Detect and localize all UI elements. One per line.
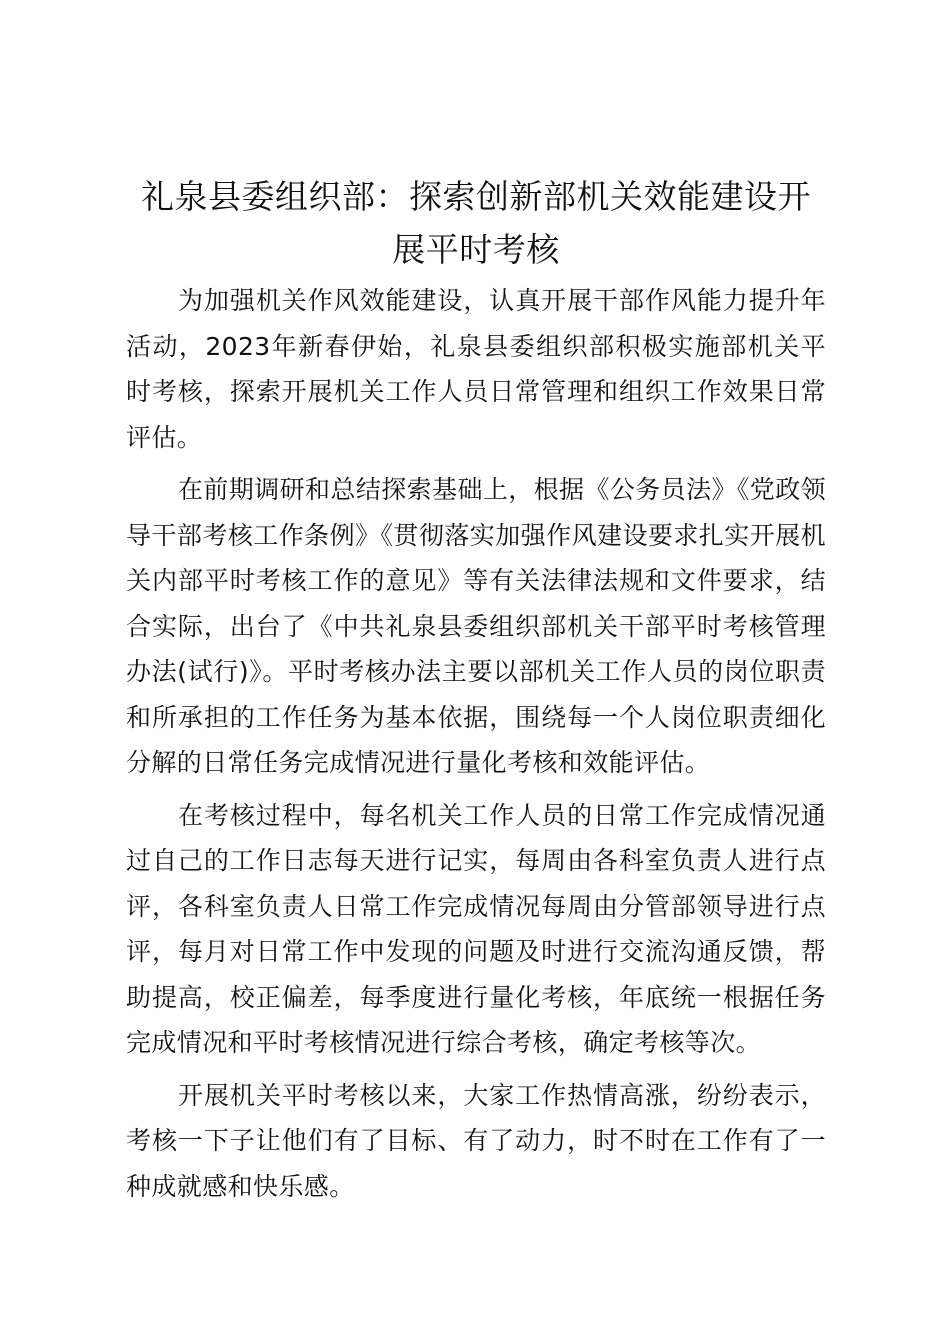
document-body <box>126 170 826 1209</box>
paragraph-4: 开展机关平时考核以来，大家工作热情高涨，纷纷表示，考核一下子让他们有了目标、有了动力，时不时在工作有了一种成就感和快乐感。 <box>126 1080 826 1201</box>
paragraph-3: 在考核过程中，每名机关工作人员的日常工作完成情况通过自己的工作日志每天进行记实，每周由各科室负责人进行点评，各科室负责人日常工作完成情况每周由分管部领导进行点评，每月对日常工作中发现的问题及时进行交流沟通反馈，帮助提高，校正偏差，每季度进行量化考核，年底统一根据任务完成情况和平时考核情况进行综合考核，确定考核等次。 <box>126 800 826 1057</box>
document-title: 礼泉县委组织部：探索创新部机关效能建设开展平时考核 <box>141 177 811 269</box>
paragraph-2: 在前期调研和总结探索基础上，根据《公务员法》《党政领导干部考核工作条例》《贯彻落实加强作风建设要求扎实开展机关内部平时考核工作的意见》等有关法律法规和文件要求，结合实际，出台了《中共礼泉县委组织部机关干部平时考核管理办法(试行)》。平时考核办法主要以部机关工作人员的岗位职责和所承担的工作任务为基本依据，围绕每一个人岗位职责细化分解的日常任务完成情况进行量化考核和效能评估。 <box>126 475 826 777</box>
paragraph-1: 为加强机关作风效能建设，认真开展干部作风能力提升年活动，2023年新春伊始，礼泉县委组织部积极实施部机关平时考核，探索开展机关工作人员日常管理和组织工作效果日常评估。 <box>126 286 826 452</box>
